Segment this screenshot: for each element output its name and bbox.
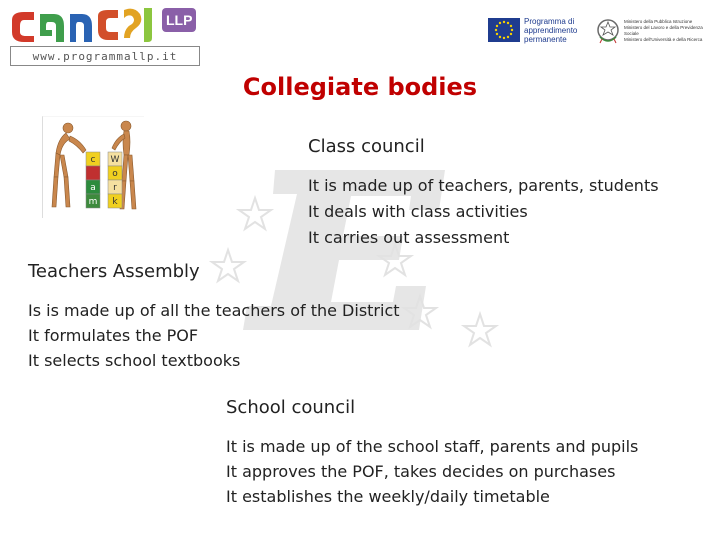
block-letter: o: [112, 169, 118, 179]
teachers-assembly-heading: Teachers Assembly: [28, 261, 200, 282]
teamwork-illustration: [42, 116, 144, 218]
teachers-assembly-line: It selects school textbooks: [28, 351, 241, 370]
italian-emblem-icon: [596, 17, 620, 45]
llp-logo-graphic: [8, 6, 178, 46]
llp-badge-text: LLP: [162, 8, 196, 32]
teachers-assembly-line: It formulates the POF: [28, 326, 199, 345]
eu-programme-logo: [488, 16, 583, 44]
class-council-line: It carries out assessment: [308, 228, 510, 247]
block-letter: W: [110, 155, 120, 165]
block-letter: a: [90, 183, 96, 193]
eu-logo-text: [524, 17, 577, 44]
class-council-heading: Class council: [308, 136, 425, 157]
ministry-line: Ministero dell'Università e della Ricerca: [624, 37, 703, 42]
eu-flag-icon: [488, 18, 520, 42]
page-title-text: Collegiate bodies: [242, 73, 478, 101]
eu-logo-line: Programma di: [524, 16, 575, 26]
ministry-text: [624, 19, 716, 43]
school-council-heading: School council: [226, 397, 356, 418]
school-council-line: It is made up of the school staff, parents and pupils: [226, 437, 639, 456]
page-title: [0, 73, 720, 101]
teachers-assembly-line: Is is made up of all the teachers of the District: [28, 301, 400, 320]
school-council-line: It approves the POF, takes decides on purchases: [226, 462, 616, 481]
llp-badge: [160, 10, 196, 29]
ministry-line: Ministero del Lavoro e della Previdenza Sociale: [624, 25, 703, 36]
ministry-logo: [596, 14, 716, 48]
block-letter: r: [113, 183, 117, 193]
block-letter: c: [90, 155, 96, 165]
ministry-line: Ministero della Pubblica Istruzione: [624, 19, 693, 24]
llp-url[interactable]: www.programmallp.it: [10, 46, 200, 66]
eu-logo-line: apprendimento: [524, 25, 578, 35]
class-council-line: It deals with class activities: [308, 202, 528, 221]
llp-logo: [8, 6, 178, 46]
block-letter: m: [88, 197, 98, 207]
school-council-line: It establishes the weekly/daily timetable: [226, 487, 550, 506]
class-council-line: It is made up of teachers, parents, students: [308, 176, 659, 195]
block-letter: k: [112, 197, 118, 207]
eu-logo-line: permanente: [524, 34, 567, 44]
